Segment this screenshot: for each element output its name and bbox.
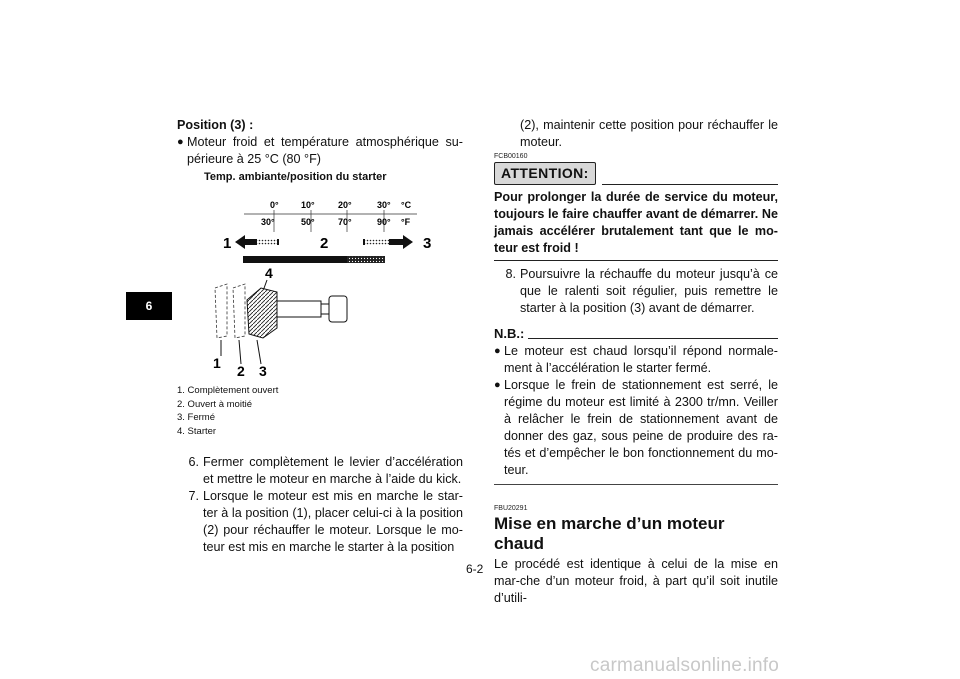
left-column [177,117,463,556]
nb-rule [528,338,778,339]
step-6: 6. Fermer complètement le levier d’accélération et mettre le moteur en marche à l’aide du kick. [188,455,463,486]
attention-end-rule [494,260,778,261]
footer-watermark: carmanualsonline.info [590,655,780,676]
callout-1: 1 [213,355,221,371]
nb-end-rule [494,484,778,485]
celsius-tick: 0° [270,200,279,210]
nb-bullet-2: ● Lorsque le frein de stationnement est serré, le régime du moteur est limité à 2300 tr/mn. Veiller à relâcher le frein de stationnement avant de donner des gaz, sous peine de produire des ra-tés et d’empêcher le bon fonctionnement du mo-teur. [494,378,778,477]
arrow-label-1: 1 [223,235,232,252]
starter-shaft [277,301,321,317]
chart-title: Temp. ambiante/position du starter [204,171,387,183]
fahrenheit-tick: 70° [338,217,352,227]
fahrenheit-tick: 50° [301,217,315,227]
position-outline-2 [233,284,245,338]
right-column [494,117,778,607]
legend-item: 1. Complètement ouvert [177,385,279,396]
attention-code: FCB00160 [494,153,528,160]
bullet-item: ● Moteur froid et température atmosphérique su-périeure à 25 °C (80 °F) [177,135,463,166]
step-7: 7. Lorsque le moteur est mis en marche le star-ter à la position (1), placer celui-ci à la position (2) pour réchauffer le moteur. Lorsque le mo-teur est mis en marche le starter à la position [188,489,463,554]
position-outline-1 [215,284,227,338]
section-code: FBU20291 [494,505,528,512]
celsius-tick: 20° [338,200,352,210]
starter-cap [329,296,347,322]
bullet-icon: ● [177,136,184,148]
section-text: Le procédé est identique à celui de la mise en mar-che d’un moteur froid, à part qu’il soit inutile d’utili- [494,557,778,605]
choke-diagram-svg [177,188,463,384]
nb-label: N.B.: [494,326,525,341]
legend-item: 2. Ouvert à moitié [177,398,252,410]
starter-knob [247,288,277,338]
celsius-tick: 30° [377,200,391,210]
page-number: 6-2 [466,562,484,576]
section-title: Mise en marche d’un moteur chaud [494,514,725,553]
legend-item: 3. Fermé [177,412,216,423]
position-heading: Position (3) : [177,118,254,132]
callout-3: 3 [259,363,267,379]
step-8: 8. Poursuivre la réchauffe du moteur jusqu’à ce que le ralenti soit régulier, puis remettre le starter à la position (3) avant de démarrer. [505,267,778,315]
celsius-tick: 10° [301,200,315,210]
attention-label: ATTENTION: [494,162,596,185]
attention-rule [602,184,778,185]
attention-header [494,162,778,185]
legend-item: 4. Starter [177,425,217,437]
nb-header [494,325,778,342]
bullet-icon: ● [494,379,501,391]
bullet-icon: ● [494,345,501,357]
arrow-label-2: 2 [320,235,329,252]
callout-4: 4 [265,265,273,281]
fahrenheit-unit: °F [401,217,411,227]
callout-2: 2 [237,363,245,379]
chapter-tab: 6 [126,292,172,320]
choke-diagram [177,188,463,384]
celsius-unit: °C [401,200,412,210]
step-7-continuation: (2), maintenir cette position pour réchauffer le moteur. [520,118,778,149]
fahrenheit-tick: 30° [261,217,275,227]
legend [177,384,463,438]
attention-text: Pour prolonger la durée de service du moteur, toujours le faire chauffer avant de démarrer. Ne jamais accélérer brutalement tant que le mo-teur est froid ! [494,190,778,255]
fahrenheit-tick: 90° [377,217,391,227]
arrow-label-3: 3 [423,235,432,252]
nb-bullet-1: ● Le moteur est chaud lorsqu’il répond normale-ment à l’accélération le starter fermé. [494,344,778,375]
